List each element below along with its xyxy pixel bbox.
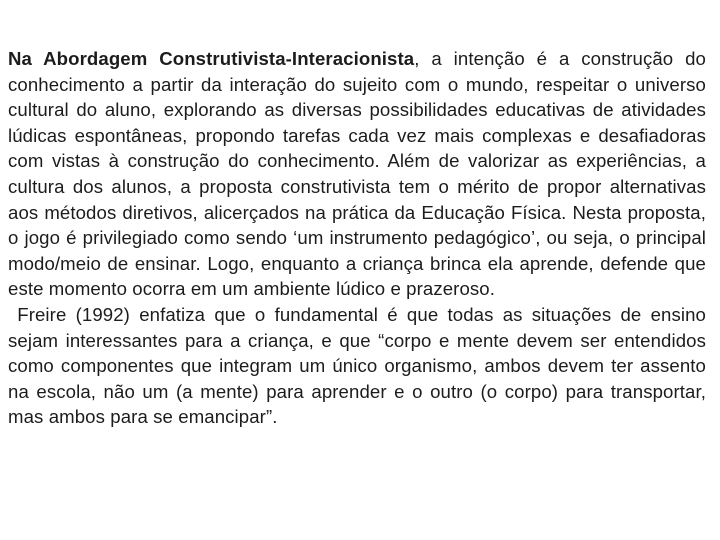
paragraph-constructivist-approach <box>8 46 706 302</box>
paragraph-2-body: Freire (1992) enfatiza que o fundamental é que todas as situações de ensino sejam interessantes para a criança, e que “corpo e mente devem ser entendidos como componentes que integram um único organismo, ambos devem ter assento na escola, não um (a mente) para aprender e o outro (o corpo) para transportar, mas ambos para se emancipar”. <box>8 303 712 428</box>
paragraph-freire-quote <box>8 302 712 430</box>
bold-heading-phrase: Na Abordagem Construtivista-Interacionista <box>8 48 415 69</box>
paragraph-1-body: , a intenção é a construção do conhecimento a partir da interação do sujeito com o mundo, respeitar o universo cultural do aluno, explorando as diversas possibilidades educativas de atividades lúdicas espontâneas, propondo tarefas cada vez mais complexas e desafiadoras com vistas à construção do conhecimento. Além de valorizar as experiências, a cultura dos alunos, a proposta construtivista tem o mérito de propor alternativas aos métodos diretivos, alicerçados na prática da Educação Física. Nesta proposta, o jogo é privilegiado como sendo ‘um instrumento pedagógico’, ou seja, o principal modo/meio de ensinar. Logo, enquanto a criança brinca ela aprende, defende que este momento ocorra em um ambiente lúdico e prazeroso. <box>8 48 706 300</box>
document-text-block <box>8 46 712 430</box>
